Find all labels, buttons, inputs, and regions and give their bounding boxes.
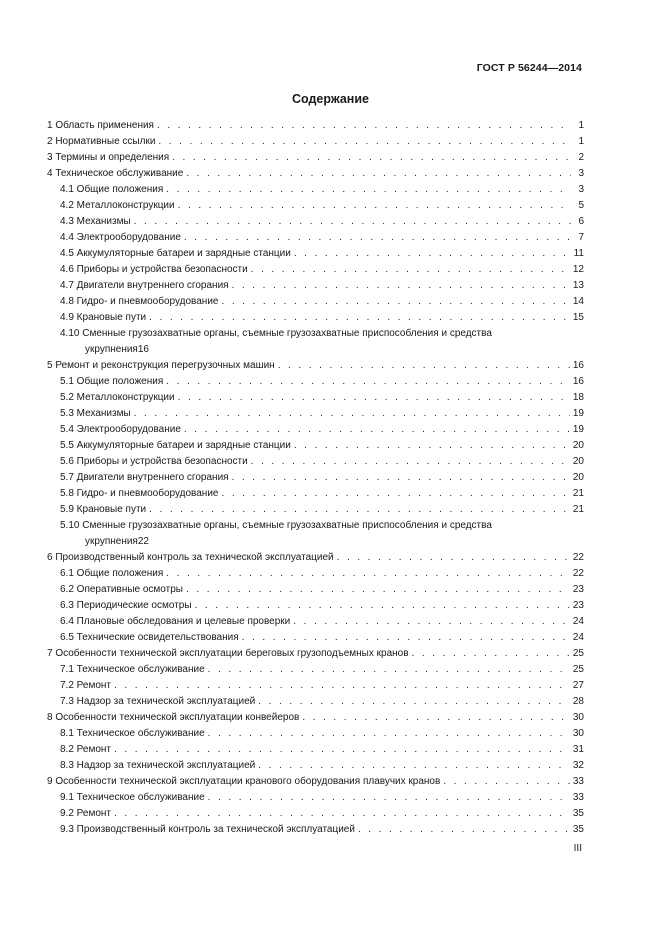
toc-entry-title: 4.2 Металлоконструкции — [60, 200, 175, 211]
toc-entry[interactable] — [47, 598, 584, 614]
toc-entry[interactable] — [47, 326, 584, 358]
toc-page-number: 14 — [572, 296, 584, 307]
dot-leader — [178, 198, 571, 214]
toc-entry-title: 9.3 Производственный контроль за технической эксплуатацией — [60, 824, 355, 835]
toc-entry-title: 5.1 Общие положения — [60, 376, 164, 387]
toc-entry[interactable] — [47, 694, 584, 710]
toc-entry[interactable] — [47, 646, 584, 662]
standard-designation: ГОСТ Р 56244—2014 — [476, 62, 582, 74]
toc-page-number: 35 — [572, 824, 584, 835]
dot-leader — [232, 278, 570, 294]
toc-page-number: 28 — [572, 696, 584, 707]
toc-entry-title: 9.2 Ремонт — [60, 808, 112, 819]
toc-page-number: 6 — [578, 216, 584, 227]
toc-entry-title: 4 Техническое обслуживание — [47, 168, 184, 179]
toc-page-number: 3 — [578, 168, 584, 179]
table-of-contents — [47, 118, 584, 838]
dot-leader — [242, 630, 570, 646]
toc-page-number: 1 — [578, 120, 584, 131]
toc-entry-title: 5.4 Электрооборудование — [60, 424, 181, 435]
toc-entry[interactable] — [47, 566, 584, 582]
dot-leader — [258, 694, 570, 710]
dot-leader — [221, 294, 569, 310]
toc-entry-title: 1 Область применения — [47, 120, 154, 131]
toc-entry-title: 3 Термины и определения — [47, 152, 170, 163]
toc-entry[interactable] — [47, 550, 584, 566]
toc-entry[interactable] — [47, 582, 584, 598]
toc-entry-title: 9 Особенности технической эксплуатации кранового оборудования плавучих кранов — [47, 776, 441, 787]
toc-page-number: 25 — [572, 648, 584, 659]
toc-entry[interactable] — [47, 166, 584, 182]
toc-entry[interactable] — [47, 198, 584, 214]
toc-page-number: 16 — [572, 360, 584, 371]
toc-entry[interactable] — [47, 742, 584, 758]
toc-entry[interactable] — [47, 678, 584, 694]
toc-entry-title: 7.2 Ремонт — [60, 680, 112, 691]
toc-entry[interactable] — [47, 710, 584, 726]
toc-entry[interactable] — [47, 246, 584, 262]
toc-entry-title: 5 Ремонт и реконструкция перегрузочных машин — [47, 360, 275, 371]
toc-entry-title: 5.2 Металлоконструкции — [60, 392, 175, 403]
toc-entry-title: 6 Производственный контроль за технической эксплуатацией — [47, 552, 334, 563]
dot-leader — [258, 758, 570, 774]
toc-entry-title: 8.2 Ремонт — [60, 744, 112, 755]
dot-leader — [221, 486, 569, 502]
toc-page-number: 22 — [572, 552, 584, 563]
toc-entry-title: 8.3 Надзор за технической эксплуатацией — [60, 760, 256, 771]
toc-entry-title: 4.5 Аккумуляторные батареи и зарядные станции — [60, 248, 291, 259]
toc-entry[interactable] — [47, 790, 584, 806]
toc-page-number: 13 — [572, 280, 584, 291]
toc-page-number: 21 — [572, 504, 584, 515]
toc-page-number: 16 — [572, 376, 584, 387]
toc-entry[interactable] — [47, 278, 584, 294]
toc-entry[interactable] — [47, 422, 584, 438]
toc-entry-title: 4.7 Двигатели внутреннего сгорания — [60, 280, 229, 291]
toc-page-number: 27 — [572, 680, 584, 691]
toc-page-number: 15 — [572, 312, 584, 323]
dot-leader — [208, 726, 570, 742]
toc-entry[interactable] — [47, 262, 584, 278]
toc-entry-title: 9.1 Техническое обслуживание — [60, 792, 205, 803]
dot-leader — [251, 454, 570, 470]
toc-entry[interactable] — [47, 150, 584, 166]
toc-page-number: 11 — [573, 248, 584, 259]
toc-entry[interactable] — [47, 758, 584, 774]
toc-page-number: 20 — [572, 472, 584, 483]
dot-leader — [166, 374, 570, 390]
toc-entry[interactable] — [47, 118, 584, 134]
dot-leader — [337, 550, 570, 566]
dot-leader — [251, 262, 570, 278]
dot-leader — [412, 646, 570, 662]
toc-page-number: 25 — [572, 664, 584, 675]
toc-page-number: 19 — [572, 424, 584, 435]
toc-entry-title: 6.3 Периодические осмотры — [60, 600, 192, 611]
page-title: Содержание — [291, 92, 369, 106]
toc-entry-title: 5.6 Приборы и устройства безопасности — [60, 456, 248, 467]
toc-entry-title-continuation: укрупнения — [85, 344, 138, 355]
toc-page-number: 3 — [578, 184, 584, 195]
toc-page-number: 33 — [572, 776, 584, 787]
toc-entry[interactable] — [47, 822, 584, 838]
toc-entry[interactable] — [47, 358, 584, 374]
toc-entry-title: 7.1 Техническое обслуживание — [60, 664, 205, 675]
toc-entry[interactable] — [47, 454, 584, 470]
toc-page-number: 20 — [572, 440, 584, 451]
toc-page-number: 24 — [572, 616, 584, 627]
dot-leader — [232, 470, 570, 486]
toc-entry[interactable] — [47, 214, 584, 230]
toc-page-number: 22 — [572, 568, 584, 579]
toc-entry[interactable] — [47, 374, 584, 390]
toc-entry-title: 6.4 Плановые обследования и целевые проверки — [60, 616, 291, 627]
dot-leader — [208, 790, 570, 806]
toc-entry-title: 4.4 Электрооборудование — [60, 232, 181, 243]
toc-entry[interactable] — [47, 614, 584, 630]
toc-entry-title: 5.10 Сменные грузозахватные органы, съемные грузозахватные приспособления и средства — [60, 520, 492, 531]
toc-entry[interactable] — [47, 518, 584, 550]
dot-leader — [166, 182, 571, 198]
dot-leader — [172, 150, 571, 166]
dot-leader — [149, 502, 570, 518]
dot-leader — [186, 582, 570, 598]
toc-page-number: 18 — [572, 392, 584, 403]
toc-entry-title: 7.3 Надзор за технической эксплуатацией — [60, 696, 256, 707]
toc-entry-title: 4.3 Механизмы — [60, 216, 131, 227]
toc-entry-title: 5.7 Двигатели внутреннего сгорания — [60, 472, 229, 483]
dot-leader — [178, 390, 570, 406]
toc-entry-title: 2 Нормативные ссылки — [47, 136, 156, 147]
dot-leader — [184, 230, 571, 246]
dot-leader — [184, 422, 570, 438]
dot-leader — [114, 806, 570, 822]
toc-entry-title: 4.9 Крановые пути — [60, 312, 147, 323]
dot-leader — [294, 246, 571, 262]
toc-page-number: 22 — [137, 536, 149, 547]
toc-page-number: 12 — [572, 264, 584, 275]
toc-entry[interactable] — [47, 230, 584, 246]
toc-entry-title: 4.1 Общие положения — [60, 184, 164, 195]
dot-leader — [157, 118, 571, 134]
toc-page-number: 2 — [578, 152, 584, 163]
toc-entry-title: 8 Особенности технической эксплуатации конвейеров — [47, 712, 300, 723]
dot-leader — [293, 614, 570, 630]
dot-leader — [443, 774, 570, 790]
toc-page-number: 30 — [572, 712, 584, 723]
toc-entry[interactable] — [47, 726, 584, 742]
toc-entry-title: 5.3 Механизмы — [60, 408, 131, 419]
toc-entry-title: 4.6 Приборы и устройства безопасности — [60, 264, 248, 275]
toc-entry[interactable] — [47, 438, 584, 454]
toc-page-number: 21 — [572, 488, 584, 499]
dot-leader — [149, 310, 570, 326]
toc-entry[interactable] — [47, 486, 584, 502]
toc-entry-title: 6.1 Общие положения — [60, 568, 164, 579]
dot-leader — [158, 134, 571, 150]
toc-page-number: 1 — [578, 136, 584, 147]
dot-leader — [134, 406, 570, 422]
toc-page-number: 33 — [572, 792, 584, 803]
dot-leader — [195, 598, 570, 614]
toc-entry[interactable] — [47, 470, 584, 486]
toc-entry[interactable] — [47, 134, 584, 150]
toc-entry[interactable] — [47, 502, 584, 518]
toc-page-number: 35 — [572, 808, 584, 819]
dot-leader — [294, 438, 570, 454]
toc-page-number: 23 — [572, 584, 584, 595]
toc-page-number: 20 — [572, 456, 584, 467]
dot-leader — [114, 678, 570, 694]
toc-entry[interactable] — [47, 774, 584, 790]
toc-entry-title: 7 Особенности технической эксплуатации береговых грузоподъемных кранов — [47, 648, 409, 659]
dot-leader — [134, 214, 571, 230]
dot-leader — [166, 566, 570, 582]
toc-entry-title-continuation: укрупнения — [85, 536, 138, 547]
dot-leader — [114, 742, 570, 758]
toc-entry-title: 4.10 Сменные грузозахватные органы, съемные грузозахватные приспособления и средства — [60, 328, 492, 339]
dot-leader — [186, 166, 571, 182]
toc-entry-title: 6.5 Технические освидетельствования — [60, 632, 239, 643]
toc-page-number: 24 — [572, 632, 584, 643]
toc-page-number: 32 — [572, 760, 584, 771]
dot-leader — [302, 710, 570, 726]
toc-page-number: 19 — [572, 408, 584, 419]
toc-entry[interactable] — [47, 662, 584, 678]
dot-leader — [278, 358, 570, 374]
toc-entry[interactable] — [47, 294, 584, 310]
toc-page-number: 5 — [578, 200, 584, 211]
toc-entry-title: 5.5 Аккумуляторные батареи и зарядные станции — [60, 440, 291, 451]
toc-entry[interactable] — [47, 182, 584, 198]
toc-entry[interactable] — [47, 310, 584, 326]
toc-page-number: 16 — [137, 344, 149, 355]
toc-page-number: 31 — [572, 744, 584, 755]
toc-entry[interactable] — [47, 630, 584, 646]
toc-entry-title: 8.1 Техническое обслуживание — [60, 728, 205, 739]
dot-leader — [208, 662, 570, 678]
dot-leader — [358, 822, 570, 838]
toc-entry[interactable] — [47, 390, 584, 406]
toc-entry[interactable] — [47, 406, 584, 422]
toc-page-number: 23 — [572, 600, 584, 611]
toc-entry[interactable] — [47, 806, 584, 822]
toc-page-number: 30 — [572, 728, 584, 739]
page-number: III — [573, 843, 582, 854]
toc-entry-title: 5.9 Крановые пути — [60, 504, 147, 515]
toc-entry-title: 4.8 Гидро- и пневмооборудование — [60, 296, 219, 307]
toc-entry-title: 5.8 Гидро- и пневмооборудование — [60, 488, 219, 499]
toc-page-number: 7 — [578, 232, 584, 243]
toc-entry-title: 6.2 Оперативные осмотры — [60, 584, 183, 595]
